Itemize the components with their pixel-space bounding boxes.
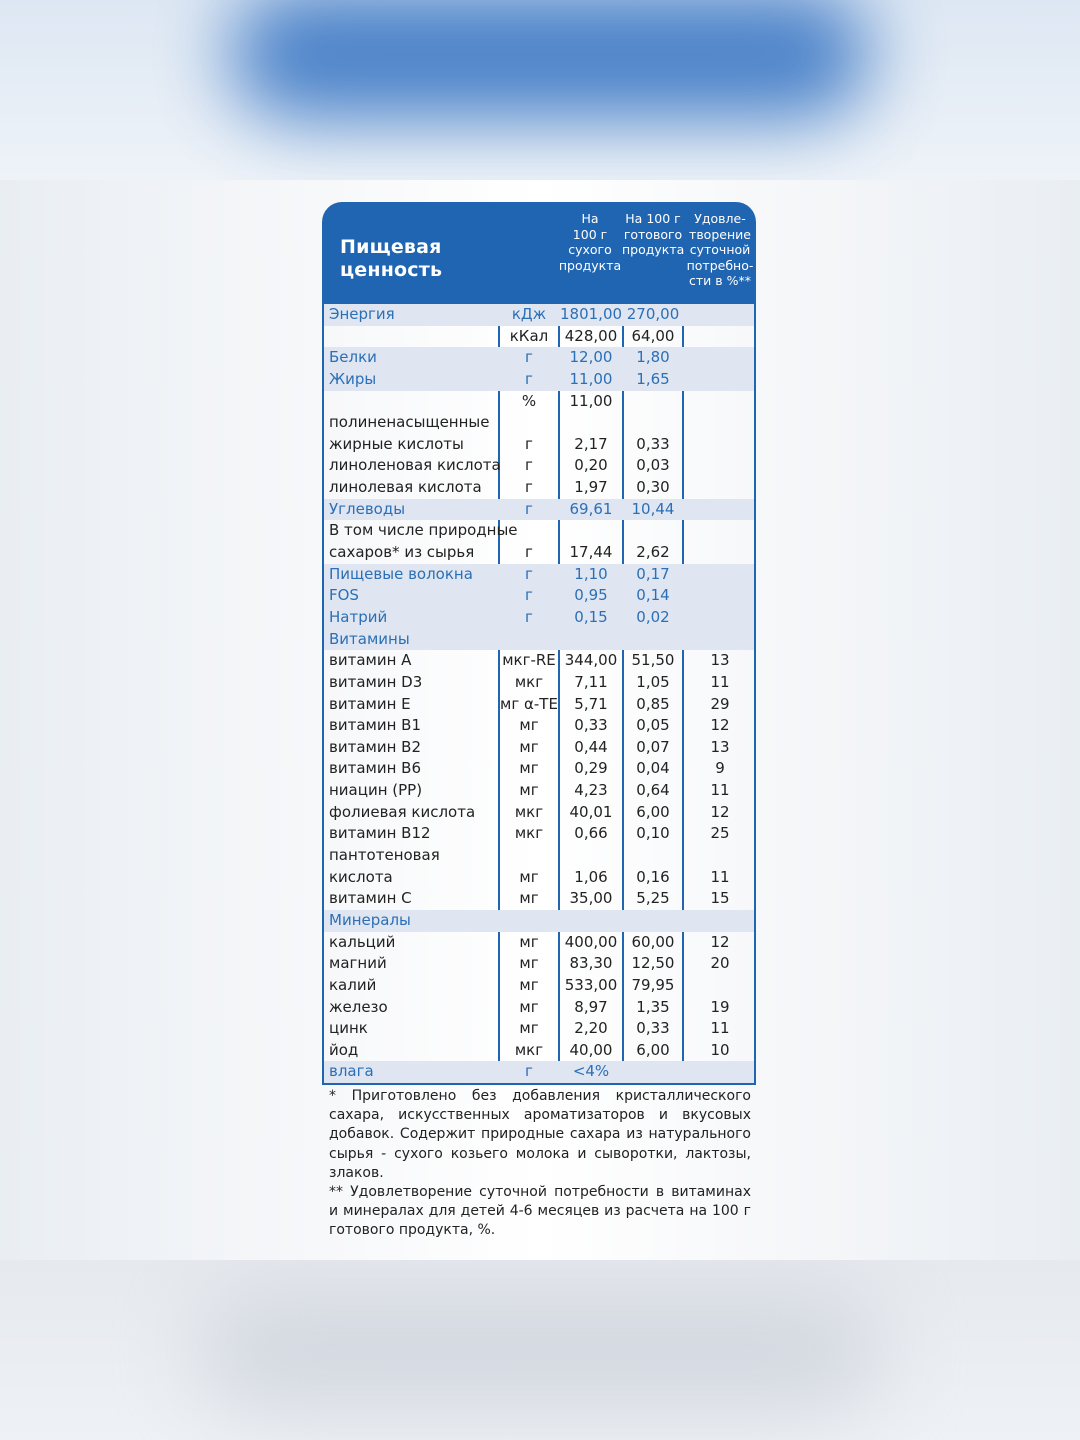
table-row: [324, 607, 754, 629]
table-row: [324, 1018, 754, 1040]
value-dry: 0,66: [574, 824, 608, 843]
nutrient-name: витамин Е: [329, 694, 411, 713]
nutrient-name: сахаров* из сырья: [329, 543, 475, 562]
nutrient-unit: мкг: [514, 802, 544, 821]
nutrient-unit: мг: [519, 889, 539, 908]
value-ready: 5,25: [636, 889, 670, 908]
nutrient-name: витамин В6: [329, 759, 421, 778]
table-row: [324, 780, 754, 802]
table-row: [324, 304, 754, 326]
value-dry: 1,06: [574, 867, 608, 886]
nutrient-name: витамин В2: [329, 737, 421, 756]
nutrient-name: влага: [329, 1062, 374, 1081]
nutrient-unit: мг: [519, 932, 539, 951]
value-dry: 35,00: [569, 889, 613, 908]
value-dry: 69,61: [569, 499, 613, 518]
nutrient-unit: мг: [519, 781, 539, 800]
value-ready: 1,80: [636, 348, 670, 367]
nutrient-unit: мкг: [514, 1040, 544, 1059]
value-ready: 0,85: [636, 694, 670, 713]
nutrition-table-panel: [322, 202, 756, 1085]
table-row: [324, 715, 754, 737]
value-pct: 12: [710, 932, 730, 951]
value-pct: 29: [710, 694, 730, 713]
table-row: [324, 953, 754, 975]
nutrient-unit: мг: [519, 737, 539, 756]
nutrient-name: витамин С: [329, 889, 412, 908]
value-dry: 2,20: [574, 1019, 608, 1038]
nutrient-name: железо: [329, 997, 388, 1016]
nutrient-unit: г: [525, 348, 533, 367]
value-dry: 1,10: [574, 564, 608, 583]
nutrient-unit: мг: [519, 975, 539, 994]
nutrient-unit: г: [525, 499, 533, 518]
blurred-bottom-background: [0, 1260, 1080, 1440]
nutrient-unit: г: [525, 607, 533, 626]
value-dry: 0,20: [574, 456, 608, 475]
nutrient-name: полиненасыщенные: [329, 413, 490, 432]
nutrient-unit: мг: [519, 759, 539, 778]
value-ready: 79,95: [631, 975, 675, 994]
nutrient-unit: мкг: [514, 824, 544, 843]
table-row: [324, 888, 754, 910]
nutrient-name: Белки: [329, 348, 377, 367]
col-header-dry: На 100 г сухого продукта: [558, 211, 622, 273]
value-ready: 0,05: [636, 716, 670, 735]
nutrient-unit: г: [525, 564, 533, 583]
value-dry: 11,00: [569, 391, 613, 410]
value-dry: 428,00: [564, 326, 618, 345]
value-ready: 10,44: [631, 499, 675, 518]
nutrient-unit: мг: [519, 997, 539, 1016]
nutrient-name: Энергия: [329, 305, 395, 323]
value-dry: 0,33: [574, 716, 608, 735]
nutrient-name: Углеводы: [329, 499, 406, 518]
nutrient-name: фолиевая кислота: [329, 802, 476, 821]
value-ready: 0,33: [636, 434, 670, 453]
value-dry: 2,17: [574, 434, 608, 453]
value-pct: 11: [710, 867, 730, 886]
value-ready: 0,03: [636, 456, 670, 475]
table-row: [324, 867, 754, 889]
table-body: [322, 304, 756, 1085]
value-ready: 60,00: [631, 932, 675, 951]
col-header-pct: Удовле- творение суточной потребно- сти в %**: [686, 211, 754, 288]
table-row: [324, 737, 754, 759]
value-dry: 533,00: [564, 975, 618, 994]
nutrient-unit: мг: [519, 954, 539, 973]
table-row: [324, 326, 754, 348]
value-dry: 400,00: [564, 932, 618, 951]
value-pct: 9: [715, 759, 725, 778]
table-row: [324, 932, 754, 954]
value-pct: 13: [710, 651, 730, 670]
value-pct: 25: [710, 824, 730, 843]
table-row: [324, 845, 754, 867]
value-dry: 0,95: [574, 586, 608, 605]
nutrient-name: кальций: [329, 932, 396, 951]
table-row: [324, 585, 754, 607]
value-dry: 1801,00: [560, 305, 623, 323]
nutrient-name: Витамины: [329, 629, 410, 648]
col-header-ready: На 100 г готового продукта: [622, 211, 685, 257]
table-row: [324, 391, 754, 413]
nutrient-unit: мкг-RE: [502, 651, 556, 670]
table-row: [324, 434, 754, 456]
table-row: [324, 412, 754, 434]
nutrient-unit: мг: [519, 867, 539, 886]
value-ready: 0,64: [636, 781, 670, 800]
table-row: [324, 650, 754, 672]
value-ready: 0,02: [636, 607, 670, 626]
nutrient-name: линолевая кислота: [329, 478, 482, 497]
value-ready: 0,30: [636, 478, 670, 497]
nutrient-name: витамин D3: [329, 672, 423, 691]
nutrient-name: кислота: [329, 867, 393, 886]
nutrient-unit: %: [521, 391, 537, 410]
nutrient-unit: г: [525, 434, 533, 453]
table-row: [324, 629, 754, 651]
nutrient-name: витамин В1: [329, 716, 421, 735]
table-row: [324, 694, 754, 716]
nutrient-unit: г: [525, 543, 533, 562]
table-row: [324, 499, 754, 521]
nutrient-unit: г: [525, 369, 533, 388]
table-row: [324, 477, 754, 499]
value-pct: 12: [710, 716, 730, 735]
value-dry: 40,00: [569, 1040, 613, 1059]
nutrient-unit: г: [525, 478, 533, 497]
footnote-2: ** Удовлетворение суточной потребности в витаминах и минералах для детей 4-6 месяцев из расчета на 100 г готового продукта, %.: [329, 1184, 751, 1239]
table-row: [324, 975, 754, 997]
value-pct: 13: [710, 737, 730, 756]
value-ready: 0,07: [636, 737, 670, 756]
nutrient-name: В том числе природные: [329, 521, 518, 540]
value-pct: 10: [710, 1040, 730, 1059]
nutrient-name: пантотеновая: [329, 846, 440, 865]
nutrient-unit: мг: [519, 716, 539, 735]
table-row: [324, 802, 754, 824]
value-dry: 11,00: [569, 369, 613, 388]
value-ready: 51,50: [631, 651, 675, 670]
table-row: [324, 997, 754, 1019]
nutrient-unit: мкг: [514, 672, 544, 691]
value-dry: 0,15: [574, 607, 608, 626]
table-row: [324, 910, 754, 932]
nutrient-unit: г: [525, 456, 533, 475]
value-pct: 11: [710, 1019, 730, 1038]
value-ready: 0,14: [636, 586, 670, 605]
table-row: [324, 1040, 754, 1062]
nutrient-name: Натрий: [329, 607, 388, 626]
value-dry: 1,97: [574, 478, 608, 497]
nutrient-name: витамин В12: [329, 824, 431, 843]
value-ready: 1,65: [636, 369, 670, 388]
value-dry: <4%: [572, 1062, 610, 1081]
value-dry: 12,00: [569, 348, 613, 367]
nutrient-name: магний: [329, 954, 387, 973]
value-dry: 0,44: [574, 737, 608, 756]
value-ready: 0,16: [636, 867, 670, 886]
table-row: [324, 369, 754, 391]
value-pct: 11: [710, 781, 730, 800]
value-ready: 6,00: [636, 802, 670, 821]
table-row: [324, 564, 754, 586]
value-ready: 270,00: [626, 305, 680, 323]
value-dry: 8,97: [574, 997, 608, 1016]
value-pct: 12: [710, 802, 730, 821]
table-header: [322, 202, 756, 304]
value-dry: 83,30: [569, 954, 613, 973]
value-ready: 1,05: [636, 672, 670, 691]
nutrient-unit: г: [525, 586, 533, 605]
footnote-1: * Приготовлено без добавления кристаллического сахара, искусственных ароматизаторов и вкусовых добавок. Содержит природные сахара из натурального сырья - сухого козьего молока и сыворотки, лактозы, злаков.: [329, 1088, 751, 1181]
value-ready: 0,33: [636, 1019, 670, 1038]
value-pct: 19: [710, 997, 730, 1016]
table-row: [324, 672, 754, 694]
value-pct: 20: [710, 954, 730, 973]
value-pct: 15: [710, 889, 730, 908]
value-ready: 0,10: [636, 824, 670, 843]
nutrient-name: калий: [329, 975, 377, 994]
value-dry: 0,29: [574, 759, 608, 778]
value-ready: 6,00: [636, 1040, 670, 1059]
nutrient-name: жирные кислоты: [329, 434, 464, 453]
table-row: [324, 455, 754, 477]
nutrient-unit: г: [525, 1062, 533, 1081]
nutrient-name: Минералы: [329, 910, 411, 929]
nutrient-unit: мг: [519, 1019, 539, 1038]
value-ready: 64,00: [631, 326, 675, 345]
value-dry: 40,01: [569, 802, 613, 821]
value-ready: 12,50: [631, 954, 675, 973]
value-ready: 1,35: [636, 997, 670, 1016]
table-row: [324, 542, 754, 564]
nutrient-name: йод: [329, 1040, 359, 1059]
nutrient-name: Пищевые волокна: [329, 564, 473, 583]
table-row: [324, 1061, 754, 1083]
blurred-top-background: [0, 0, 1080, 180]
table-row: [324, 347, 754, 369]
value-dry: 7,11: [574, 672, 608, 691]
nutrient-name: FOS: [329, 586, 359, 605]
nutrient-unit: мг α-TE: [500, 694, 558, 713]
nutrient-name: Жиры: [329, 369, 377, 388]
value-dry: 17,44: [569, 543, 613, 562]
table-row: [324, 758, 754, 780]
value-ready: 0,04: [636, 759, 670, 778]
nutrient-name: витамин А: [329, 651, 412, 670]
nutrient-unit: кКал: [509, 326, 549, 345]
value-dry: 4,23: [574, 781, 608, 800]
nutrient-unit: кДж: [511, 305, 547, 323]
table-title: Пищевая ценность: [340, 236, 443, 281]
nutrient-name: цинк: [329, 1019, 368, 1038]
table-row: [324, 520, 754, 542]
nutrient-name: ниацин (PP): [329, 781, 423, 800]
footnotes: [329, 1087, 751, 1241]
table-row: [324, 823, 754, 845]
value-pct: 11: [710, 672, 730, 691]
value-dry: 5,71: [574, 694, 608, 713]
value-dry: 344,00: [564, 651, 618, 670]
value-ready: 2,62: [636, 543, 670, 562]
value-ready: 0,17: [636, 564, 670, 583]
nutrient-name: линоленовая кислота: [329, 456, 501, 475]
